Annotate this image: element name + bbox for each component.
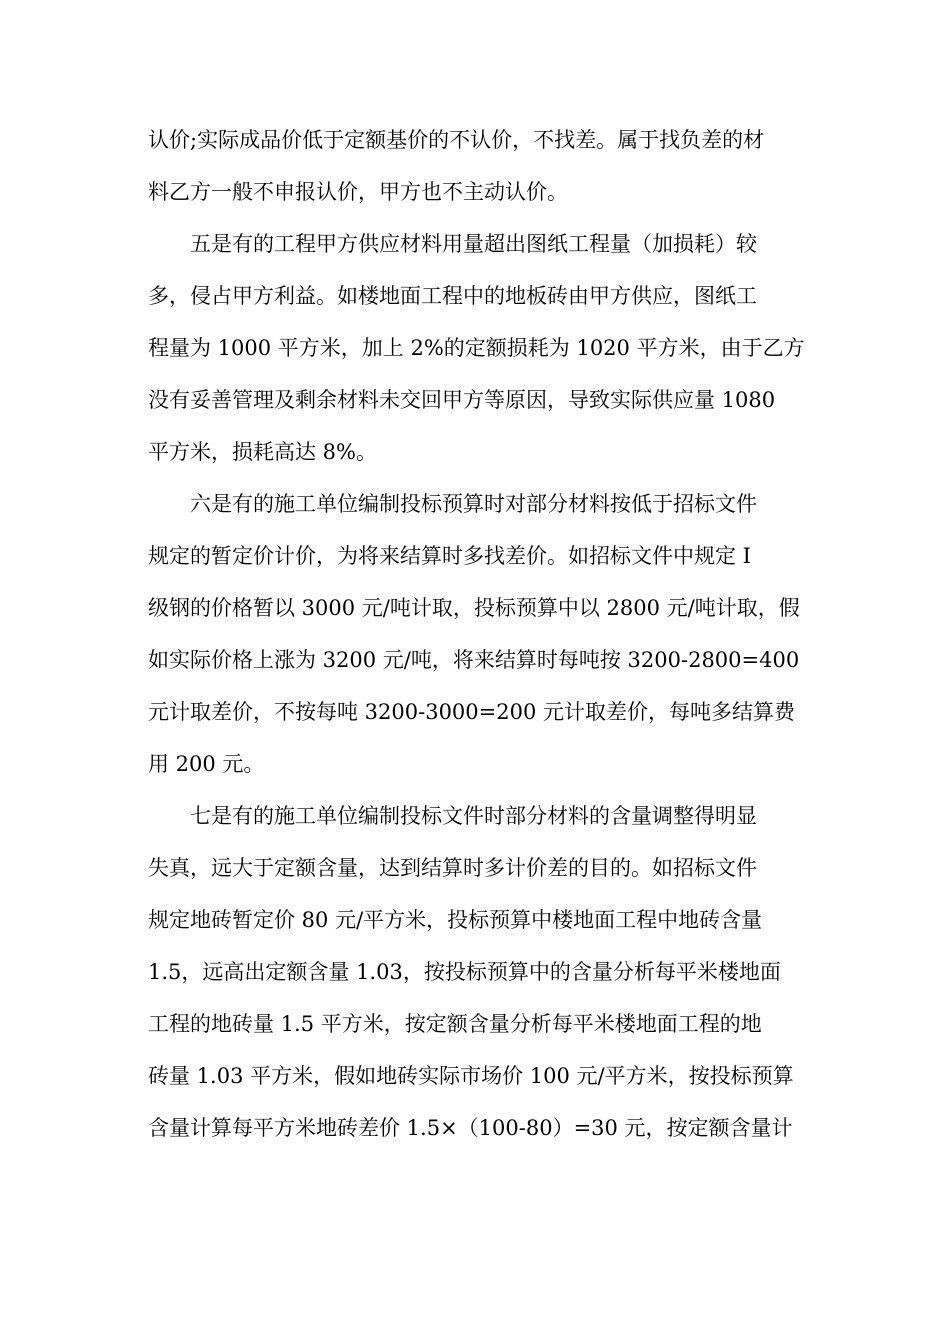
text-line: 规定地砖暂定价 80 元/平方米，投标预算中楼地面工程中地砖含量 [148, 908, 763, 932]
text-line: 含量计算每平方米地砖差价 1.5×（100-80）=30 元，按定额含量计 [148, 1116, 793, 1140]
text-line: 料乙方一般不申报认价，甲方也不主动认价。 [148, 180, 568, 204]
text-line: 六是有的施工单位编制投标预算时对部分材料按低于招标文件 [190, 492, 757, 516]
paragraph-4 [148, 790, 808, 1154]
text-line: 平方米，损耗高达 8%。 [148, 440, 377, 464]
paragraph-3 [148, 478, 808, 790]
text-line: 失真，远大于定额含量，达到结算时多计价差的目的。如招标文件 [148, 856, 757, 880]
text-line: 级钢的价格暂以 3000 元/吨计取，投标预算中以 2800 元/吨计取，假 [148, 596, 800, 620]
text-line: 用 200 元。 [148, 752, 265, 776]
text-line: 1.5，远高出定额含量 1.03，按投标预算中的含量分析每平米楼地面 [148, 960, 781, 984]
text-line: 多，侵占甲方利益。如楼地面工程中的地板砖由甲方供应，图纸工 [148, 284, 757, 308]
text-line: 砖量 1.03 平方米，假如地砖实际市场价 100 元/平方米，按投标预算 [148, 1064, 794, 1088]
text-line: 认价;实际成品价低于定额基价的不认价，不找差。属于找负差的材 [148, 128, 765, 152]
document-body [148, 114, 808, 1154]
text-line: 七是有的施工单位编制投标文件时部分材料的含量调整得明显 [190, 804, 757, 828]
text-line: 程量为 1000 平方米，加上 2%的定额损耗为 1020 平方米，由于乙方 [148, 336, 805, 360]
paragraph-2 [148, 218, 808, 478]
text-line: 工程的地砖量 1.5 平方米，按定额含量分析每平米楼地面工程的地 [148, 1012, 762, 1036]
paragraph-1 [148, 114, 808, 218]
text-line: 如实际价格上涨为 3200 元/吨，将来结算时每吨按 3200-2800=400 [148, 648, 800, 672]
text-line: 元计取差价，不按每吨 3200-3000=200 元计取差价，每吨多结算费 [148, 700, 796, 724]
text-line: 没有妥善管理及剩余材料未交回甲方等原因，导致实际供应量 1080 [148, 388, 776, 412]
text-line: 五是有的工程甲方供应材料用量超出图纸工程量（加损耗）较 [190, 232, 757, 256]
text-line: 规定的暂定价计价，为将来结算时多找差价。如招标文件中规定 I [148, 544, 751, 568]
